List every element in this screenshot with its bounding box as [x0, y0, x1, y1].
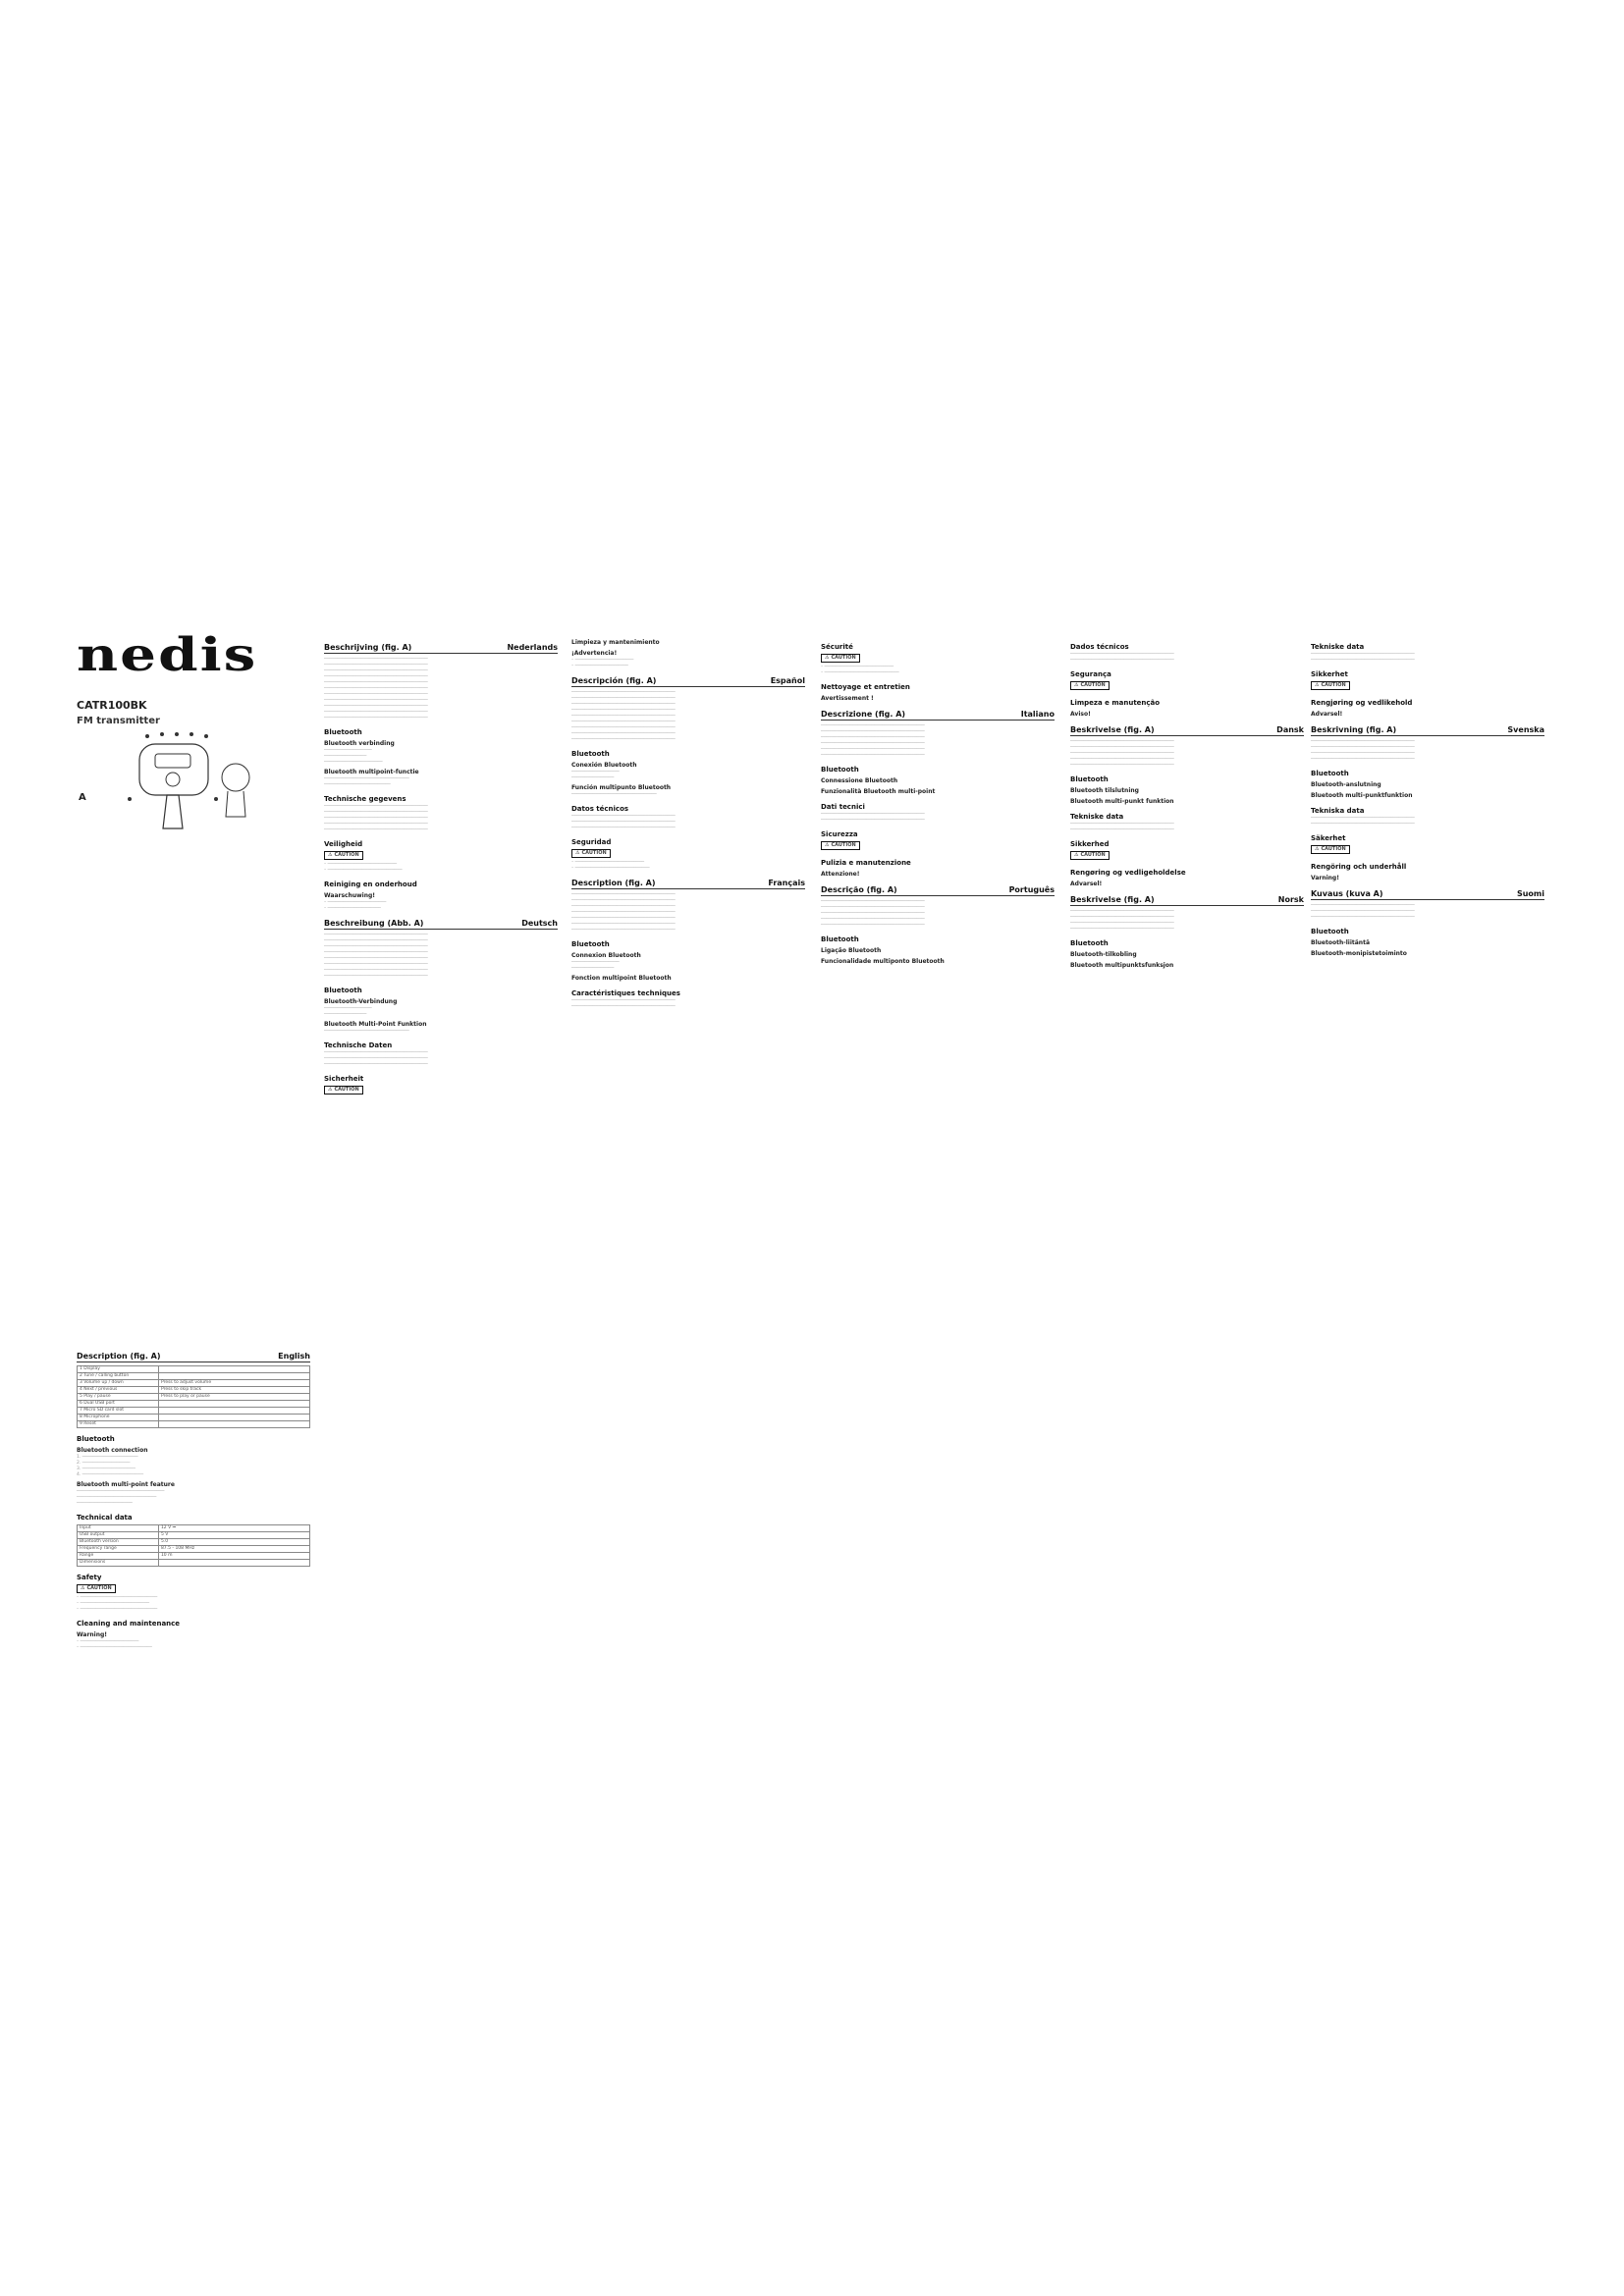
heading-da-bt: Bluetooth tilslutning — [1070, 787, 1139, 794]
heading-es-bt: Conexión Bluetooth — [571, 762, 637, 769]
heading-de-safety: Sicherheit — [324, 1075, 364, 1083]
heading-no-bluetooth: Bluetooth — [1070, 939, 1109, 947]
heading-sv-safety: Säkerhet — [1311, 834, 1346, 842]
heading-fr-bt: Connexion Bluetooth — [571, 952, 641, 959]
heading-cleaning: Cleaning and maintenance — [77, 1620, 181, 1628]
heading-da-safety: Sikkerhed — [1070, 840, 1110, 848]
warning-triangle-icon: ⚠ — [1315, 846, 1320, 852]
heading-no-safety: Sikkerhet — [1311, 670, 1348, 678]
heading-no-multi: Bluetooth multipunktsfunksjon — [1070, 962, 1174, 969]
section-header-it: Descrizione (fig. A) Italiano — [821, 710, 1055, 719]
section-header-sv: Beskrivning (fig. A) Svenska — [1311, 725, 1544, 734]
heading-it-bt: Connessione Bluetooth — [821, 777, 898, 784]
warning-triangle-icon: ⚠ — [81, 1585, 85, 1591]
heading-da-bluetooth: Bluetooth — [1070, 775, 1109, 783]
warning-triangle-icon: ⚠ — [1315, 682, 1320, 688]
heading-it-clean: Pulizia e manutenzione — [821, 859, 911, 867]
heading-fi-bluetooth: Bluetooth — [1311, 928, 1349, 935]
heading-pt-bluetooth: Bluetooth — [821, 935, 859, 943]
column-swedish-finnish: Tekniske data ─────────────────────────────────────── ─────────────────────────────────────── Sikkerhet ⚠ CAUTION Rengjøring og vedlikehold Advarsel! Beskrivning (fig. A) Svenska ─────────────────────────────────────── ─────────────────────────────────────── ─────────────────────────────────────── ─────────────────────────────────────── Bluetooth Bluetooth-anslutning Bluetooth multi-punktfunktion Tekniska data ─────────────────────────────────────── ─────────────────────────────────────── Säkerhet ⚠ CAUTION Rengöring och underhåll Varning! Kuvaus (kuva A) Suomi ─────────────────────────────────────── ─────────────────────────────────────── ─────────────────────────────────────── Bluetooth Bluetooth-liitäntä Bluetooth-monipistetoiminto — [1311, 643, 1544, 957]
heading-sv-warning: Varning! — [1311, 875, 1339, 881]
heading-it-bluetooth: Bluetooth — [821, 766, 859, 774]
heading-no-clean: Rengjøring og vedlikehold — [1311, 699, 1413, 707]
heading-sv-multi: Bluetooth multi-punktfunktion — [1311, 792, 1413, 799]
heading-es-tech: Datos técnicos — [571, 805, 629, 813]
heading-fr-clean: Nettoyage et entretien — [821, 683, 910, 691]
heading-nl-bt: Bluetooth verbinding — [324, 740, 395, 747]
heading-de-multi: Bluetooth Multi-Point Funktion — [324, 1021, 427, 1028]
heading-fi-multi: Bluetooth-monipistetoiminto — [1311, 950, 1407, 957]
heading-bt-connection: Bluetooth connection — [77, 1447, 148, 1454]
heading-nl-bluetooth: Bluetooth — [324, 728, 362, 736]
warning-triangle-icon: ⚠ — [825, 842, 830, 848]
heading-es-clean: Limpieza y mantenimiento — [571, 639, 660, 646]
heading-fr-tech: Caractéristiques techniques — [571, 989, 680, 997]
heading-pt-warning: Aviso! — [1070, 711, 1091, 718]
column-dutch-german: Beschrijving (fig. A) Nederlands ─────────────────────────────────────── ─────────────────────────────────────── ─────────────────────────────────────── ─────────────────────────────────────── ─────────────────────────────────────── ─────────────────────────────────────── ─────────────────────────────────────── ─────────────────────────────────────── ─────────────────────────────────────── ─────────────────────────────────────── ─────────────────────────────────────── Bluetooth Bluetooth verbinding ────────────────── ──────────────── ────────────────────── Bluetooth multipoint-functie ──────────────────────────────── ───────────────────────── Technische gegevens ─────────────────────────────────────── ─────────────────────────────────────── ─────────────────────────────────────── ─────────────────────────────────────── ─────────────────────────────────────── Veiligheid ⚠ CAUTION – ────────────────────────── – ──────────────────────────── Reiniging en onderhoud Waarschuwing! – ────────────────────── – ──────────────────── Beschreibung (Abb. A) Deutsch ─────────────────────────────────────── ─────────────────────────────────────── ─────────────────────────────────────── ─────────────────────────────────────── ─────────────────────────────────────── ─────────────────────────────────────── ─────────────────────────────────────── ─────────────────────────────────────── Bluetooth Bluetooth-Verbindung ────────────────── ──────────────── Bluetooth Multi-Point Funktion ──────────────────────────────── Technische Daten ─────────────────────────────────────── ─────────────────────────────────────── ─────────────────────────────────────── Sicherheit ⚠ CAUTION — [324, 643, 558, 1093]
heading-de-bluetooth: Bluetooth — [324, 987, 362, 994]
heading-no-bt: Bluetooth-tilkobling — [1070, 951, 1137, 958]
section-header-da: Beskrivelse (fig. A) Dansk — [1070, 725, 1304, 734]
brand-logo: nedis — [77, 628, 258, 682]
heading-nl-clean: Reiniging en onderhoud — [324, 881, 417, 888]
column-spanish-french: Limpieza y mantenimiento ¡Advertencia! – ────────────────────── – ──────────────────── Descripción (fig. A) Español ─────────────────────────────────────── ─────────────────────────────────────── ─────────────────────────────────────── ─────────────────────────────────────── ─────────────────────────────────────── ─────────────────────────────────────── ─────────────────────────────────────── ─────────────────────────────────────── ─────────────────────────────────────── Bluetooth Conexión Bluetooth ────────────────── ──────────────── Función multipunto Bluetooth ──────────────────────────────── Datos técnicos ─────────────────────────────────────── ─────────────────────────────────────── ─────────────────────────────────────── Seguridad ⚠ CAUTION – ────────────────────────── – ──────────────────────────── Description (fig. A) Français ─────────────────────────────────────── ─────────────────────────────────────── ─────────────────────────────────────── ─────────────────────────────────────── ─────────────────────────────────────── ─────────────────────────────────────── ─────────────────────────────────────── Bluetooth Connexion Bluetooth ────────────────── ──────────────── Fonction multipoint Bluetooth Caractéristiques techniques ─────────────────────────────────────── ─────────────────────────────────────── — [571, 639, 805, 1009]
heading-fi-bt: Bluetooth-liitäntä — [1311, 939, 1370, 946]
caution-badge: ⚠ CAUTION — [77, 1584, 116, 1593]
heading-bluetooth: Bluetooth — [77, 1435, 115, 1443]
heading-fr-multi: Fonction multipoint Bluetooth — [571, 975, 672, 982]
heading-es-bluetooth: Bluetooth — [571, 750, 610, 758]
heading-sv-bluetooth: Bluetooth — [1311, 770, 1349, 777]
heading-warning: Warning! — [77, 1631, 108, 1638]
heading-pt-clean: Limpeza e manutenção — [1070, 699, 1161, 707]
heading-pt-multi: Funcionalidade multiponto Bluetooth — [821, 958, 945, 965]
heading-it-warning: Attenzione! — [821, 871, 860, 878]
heading-safety: Safety — [77, 1574, 102, 1581]
heading-da-multi: Bluetooth multi-punkt funktion — [1070, 798, 1174, 805]
section-header-no: Beskrivelse (fig. A) Norsk — [1070, 895, 1304, 904]
product-subtitle: FM transmitter — [77, 716, 160, 726]
section-header-pt: Descrição (fig. A) Português — [821, 885, 1055, 894]
section-header-en: Description (fig. A) English — [77, 1352, 310, 1361]
heading-sv-clean: Rengöring och underhåll — [1311, 863, 1407, 871]
heading-it-multi: Funzionalità Bluetooth multi-point — [821, 788, 936, 795]
warning-triangle-icon: ⚠ — [328, 1087, 333, 1093]
column-english: Description (fig. A) English 1 Display 2 Tune / calling button 3 Volume up / down Press to adjust volume 4 Next / previous Press to skip track 5 Play / pause Press to play or pause 6 Dual USB port 7 Micro SD card slot 8 Microphone 9 Reset Bluetooth Bluetooth connection 1. ───────────────────── 2. ────────────────── 3. ──────────────────── 4. ─────────────────────── Bluetooth multi-point feature ───────────────────────────────── ────────────────────────────── ───────────────────── Technical data Input 12 V ⎓ USB output 5 V Bluetooth version 5.0 Frequency range 87.5 - 108 MHz Range 10 m Dimensions Safety ⚠ CAUTION – ───────────────────────────── – ────────────────────────── – ───────────────────────────── Cleaning and maintenance Warning! – ────────────────────── – ─────────────────────────── — [77, 1352, 310, 1650]
model-number: CATR100BK — [77, 699, 147, 712]
warning-triangle-icon: ⚠ — [1074, 852, 1079, 858]
heading-de-bt: Bluetooth-Verbindung — [324, 998, 398, 1005]
heading-da-warning: Advarsel! — [1070, 881, 1103, 887]
heading-es-safety: Seguridad — [571, 838, 612, 846]
heading-it-safety: Sicurezza — [821, 830, 858, 838]
heading-fr-bluetooth: Bluetooth — [571, 940, 610, 948]
heading-it-tech: Dati tecnici — [821, 803, 865, 811]
heading-de-tech: Technische Daten — [324, 1041, 393, 1049]
figure-label: A — [79, 792, 86, 803]
heading-es-multi: Función multipunto Bluetooth — [571, 784, 672, 791]
warning-triangle-icon: ⚠ — [1074, 682, 1079, 688]
heading-nl-multi: Bluetooth multipoint-functie — [324, 769, 419, 775]
section-header-de: Beschreibung (Abb. A) Deutsch — [324, 919, 558, 928]
section-header-fr: Description (fig. A) Français — [571, 879, 805, 887]
section-header-fi: Kuvaus (kuva A) Suomi — [1311, 889, 1544, 898]
heading-pt-tech: Dados técnicos — [1070, 643, 1129, 651]
heading-pt-safety: Segurança — [1070, 670, 1111, 678]
heading-bt-multipoint: Bluetooth multi-point feature — [77, 1481, 175, 1488]
warning-triangle-icon: ⚠ — [575, 850, 580, 856]
heading-no-tech: Tekniske data — [1311, 643, 1365, 651]
column-italian-portuguese: Sécurité ⚠ CAUTION – ────────────────────────── – ──────────────────────────── Nettoyage et entretien Avertissement ! Descrizione (fig. A) Italiano ─────────────────────────────────────── ─────────────────────────────────────── ─────────────────────────────────────── ─────────────────────────────────────── ─────────────────────────────────────── ─────────────────────────────────────── Bluetooth Connessione Bluetooth Funzionalità Bluetooth multi-point Dati tecnici ─────────────────────────────────────── ─────────────────────────────────────── Sicurezza ⚠ CAUTION Pulizia e manutenzione Attenzione! Descrição (fig. A) Português ─────────────────────────────────────── ─────────────────────────────────────── ─────────────────────────────────────── ─────────────────────────────────────── ─────────────────────────────────────── Bluetooth Ligação Bluetooth Funcionalidade multiponto Bluetooth — [821, 643, 1055, 965]
heading-no-warning: Advarsel! — [1311, 711, 1343, 718]
heading-technical-data: Technical data — [77, 1514, 133, 1522]
heading-nl-warning: Waarschuwing! — [324, 892, 376, 899]
tech-data-table: Input 12 V ⎓ USB output 5 V Bluetooth version 5.0 Frequency range 87.5 - 108 MHz Range 10 m Dimensions — [77, 1524, 310, 1567]
heading-es-warning: ¡Advertencia! — [571, 650, 618, 657]
warning-triangle-icon: ⚠ — [825, 655, 830, 661]
heading-fr-safety: Sécurité — [821, 643, 853, 651]
en-description-table: 1 Display 2 Tune / calling button 3 Volume up / down Press to adjust volume 4 Next / previous Press to skip track 5 Play / pause Press to play or pause 6 Dual USB port 7 Micro SD card slot 8 Microphone 9 Reset — [77, 1365, 310, 1428]
heading-da-clean: Rengøring og vedligeholdelse — [1070, 869, 1186, 877]
heading-nl-tech: Technische gegevens — [324, 795, 406, 803]
heading-fr-warning: Avertissement ! — [821, 695, 874, 702]
heading-da-tech: Tekniske data — [1070, 813, 1124, 821]
heading-sv-bt: Bluetooth-anslutning — [1311, 781, 1381, 788]
section-header-es: Descripción (fig. A) Español — [571, 676, 805, 685]
heading-sv-tech: Tekniska data — [1311, 807, 1365, 815]
column-danish-norwegian: Dados técnicos ─────────────────────────────────────── ─────────────────────────────────────── Segurança ⚠ CAUTION Limpeza e manutenção Aviso! Beskrivelse (fig. A) Dansk ─────────────────────────────────────── ─────────────────────────────────────── ─────────────────────────────────────── ─────────────────────────────────────── ─────────────────────────────────────── Bluetooth Bluetooth tilslutning Bluetooth multi-punkt funktion Tekniske data ─────────────────────────────────────── ─────────────────────────────────────── Sikkerhed ⚠ CAUTION Rengøring og vedligeholdelse Advarsel! Beskrivelse (fig. A) Norsk ─────────────────────────────────────── ─────────────────────────────────────── ─────────────────────────────────────── ─────────────────────────────────────── Bluetooth Bluetooth-tilkobling Bluetooth multipunktsfunksjon — [1070, 643, 1304, 969]
warning-triangle-icon: ⚠ — [328, 852, 333, 858]
heading-nl-safety: Veiligheid — [324, 840, 363, 848]
product-illustration — [118, 726, 275, 844]
heading-pt-bt: Ligação Bluetooth — [821, 947, 882, 954]
section-header-nl: Beschrijving (fig. A) Nederlands — [324, 643, 558, 652]
